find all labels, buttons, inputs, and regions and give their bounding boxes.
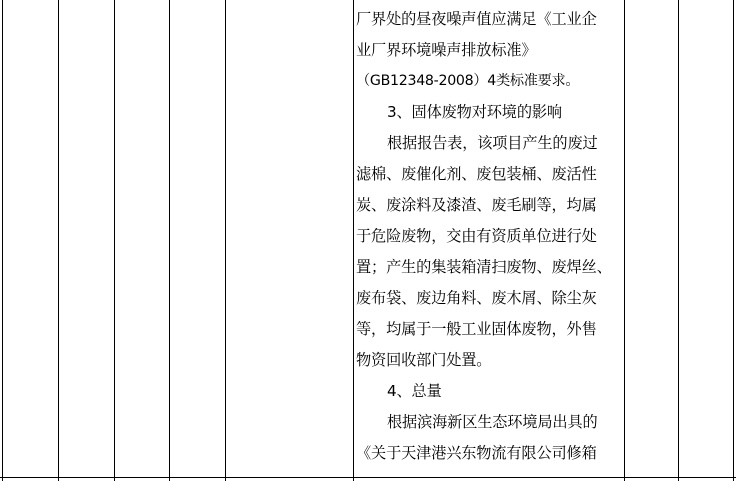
text-line: 物资回收部门处置。 <box>356 351 492 369</box>
column-rule <box>678 0 679 481</box>
column-rule <box>624 0 625 481</box>
text-line: 废布袋、废边角料、废木屑、除尘灰 <box>356 289 597 307</box>
text-line: 厂界处的昼夜噪声值应满足《工业企 <box>356 10 597 28</box>
column-rule <box>114 0 115 481</box>
section-heading: 3、固体废物对环境的影响 <box>387 103 562 121</box>
row-rule <box>0 477 736 478</box>
text-line: 置；产生的集装箱清扫废物、废焊丝、 <box>356 258 612 276</box>
text-line: 根据滨海新区生态环境局出具的 <box>387 413 598 431</box>
column-rule <box>169 0 170 481</box>
column-rule <box>353 0 354 481</box>
column-rule <box>733 0 734 481</box>
text-line: 炭、废涂料及漆渣、废毛刷等，均属 <box>356 196 597 214</box>
content-cell <box>356 4 622 469</box>
column-rule <box>58 0 59 481</box>
section-heading: 4、总量 <box>387 382 442 400</box>
text-line: 业厂界环境噪声排放标准》 <box>356 41 537 59</box>
text-line: 于危险废物，交由有资质单位进行处 <box>356 227 597 245</box>
text-line: 滤棉、废催化剂、废包装桶、废活性 <box>356 165 597 183</box>
column-rule <box>225 0 226 481</box>
column-rule <box>2 0 3 481</box>
text-line: 等，均属于一般工业固体废物，外售 <box>356 320 597 338</box>
text-line: （GB12348-2008）4类标准要求。 <box>356 73 580 89</box>
text-line: 《关于天津港兴东物流有限公司修箱 <box>356 444 597 462</box>
text-line: 根据报告表，该项目产生的废过 <box>387 134 598 152</box>
